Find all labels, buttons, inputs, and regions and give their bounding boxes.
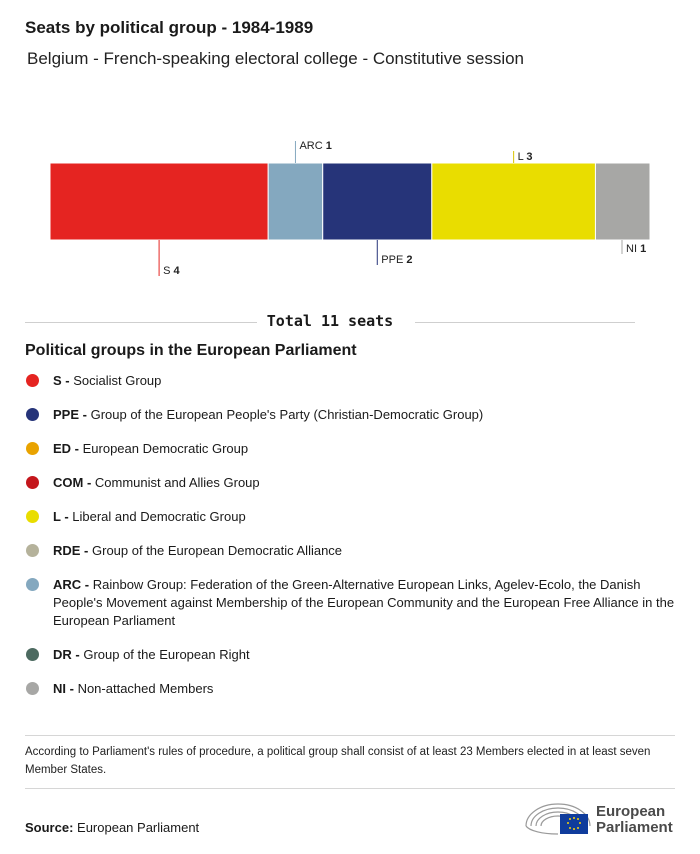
bar-segment-s [50, 163, 268, 240]
legend-name: Socialist Group [69, 373, 162, 388]
chart-subtitle: Belgium - French-speaking electoral college - Constitutive session [27, 49, 525, 68]
legend-dot-icon [26, 442, 39, 455]
legend-abbr: COM - [53, 475, 92, 490]
ep-logo-text [596, 804, 673, 836]
legend-abbr: ED - [53, 441, 79, 456]
segment-label-abbr: S [163, 265, 174, 277]
legend-abbr: RDE - [53, 543, 89, 558]
legend-name: Group of the European Democratic Alliance [88, 543, 343, 558]
legend-dot-icon [26, 510, 39, 523]
bar-segment-arc [268, 163, 323, 240]
legend-item [25, 474, 685, 492]
legend-name: Group of the European Right [79, 647, 250, 662]
legend-abbr: S - [53, 373, 70, 388]
segment-label-value: 3 [526, 151, 533, 163]
legend [25, 372, 685, 714]
legend-name: Communist and Allies Group [91, 475, 260, 490]
legend-abbr: L - [53, 509, 69, 524]
legend-name: Non-attached Members [73, 681, 214, 696]
footnote: According to Parliament's rules of procedure, a political group shall consist of at least 23 Members elected in at least seven Member States. [25, 746, 651, 776]
segment-label-value: 1 [325, 140, 332, 152]
segment-label-abbr: PPE [381, 254, 407, 266]
legend-name: Liberal and Democratic Group [68, 509, 246, 524]
total-seats-label: Total 11 seats [257, 312, 403, 330]
legend-title: Political groups in the European Parliament [25, 342, 357, 359]
legend-item [25, 372, 685, 390]
note-divider-top [25, 735, 675, 736]
bar-segment-l [432, 163, 596, 240]
segment-label-ni [626, 243, 646, 255]
legend-item [25, 440, 685, 458]
legend-item [25, 646, 685, 664]
legend-item [25, 680, 685, 698]
ep-logo-line2: Parliament [596, 819, 673, 836]
segment-label-s [163, 265, 180, 277]
legend-abbr: ARC - [53, 577, 90, 592]
segment-label-abbr: NI [626, 243, 641, 255]
legend-dot-icon [26, 374, 39, 387]
note-divider-bottom [25, 788, 675, 789]
chart-title: Seats by political group - 1984-1989 [25, 18, 314, 37]
legend-abbr: DR - [53, 647, 80, 662]
segment-label-arc [299, 140, 331, 152]
bar-segment-ni [595, 163, 650, 240]
legend-item [25, 576, 685, 630]
legend-dot-icon [26, 648, 39, 661]
legend-name: Group of the European People's Party (Christian-Democratic Group) [86, 407, 484, 422]
legend-dot-icon [26, 544, 39, 557]
total-seats [25, 312, 635, 334]
segment-label-abbr: ARC [299, 140, 326, 152]
legend-name: Rainbow Group: Federation of the Green-Alternative European Links, Agelev-Ecolo, the Danish People's Movement against Membership of the European Community and the European Free Alliance in the European Parliament [53, 577, 675, 628]
legend-item [25, 508, 685, 526]
source-label: Source: [25, 820, 74, 835]
segment-label-l [518, 151, 533, 163]
bar-segment-ppe [323, 163, 432, 240]
legend-dot-icon [26, 476, 39, 489]
seat-bar-chart [0, 130, 700, 290]
legend-abbr: NI - [53, 681, 74, 696]
source [25, 820, 199, 835]
legend-item [25, 406, 685, 424]
segment-label-value: 4 [173, 265, 180, 277]
legend-dot-icon [26, 578, 39, 591]
legend-dot-icon [26, 408, 39, 421]
legend-item [25, 542, 685, 560]
source-value: European Parliament [77, 820, 200, 835]
legend-abbr: PPE - [53, 407, 87, 422]
legend-dot-icon [26, 682, 39, 695]
segment-label-value: 1 [640, 243, 647, 255]
ep-logo-line1: European [596, 803, 666, 820]
segment-label-abbr: L [517, 151, 527, 163]
legend-name: European Democratic Group [79, 441, 249, 456]
segment-label-ppe [381, 254, 412, 266]
segment-label-value: 2 [406, 254, 413, 266]
